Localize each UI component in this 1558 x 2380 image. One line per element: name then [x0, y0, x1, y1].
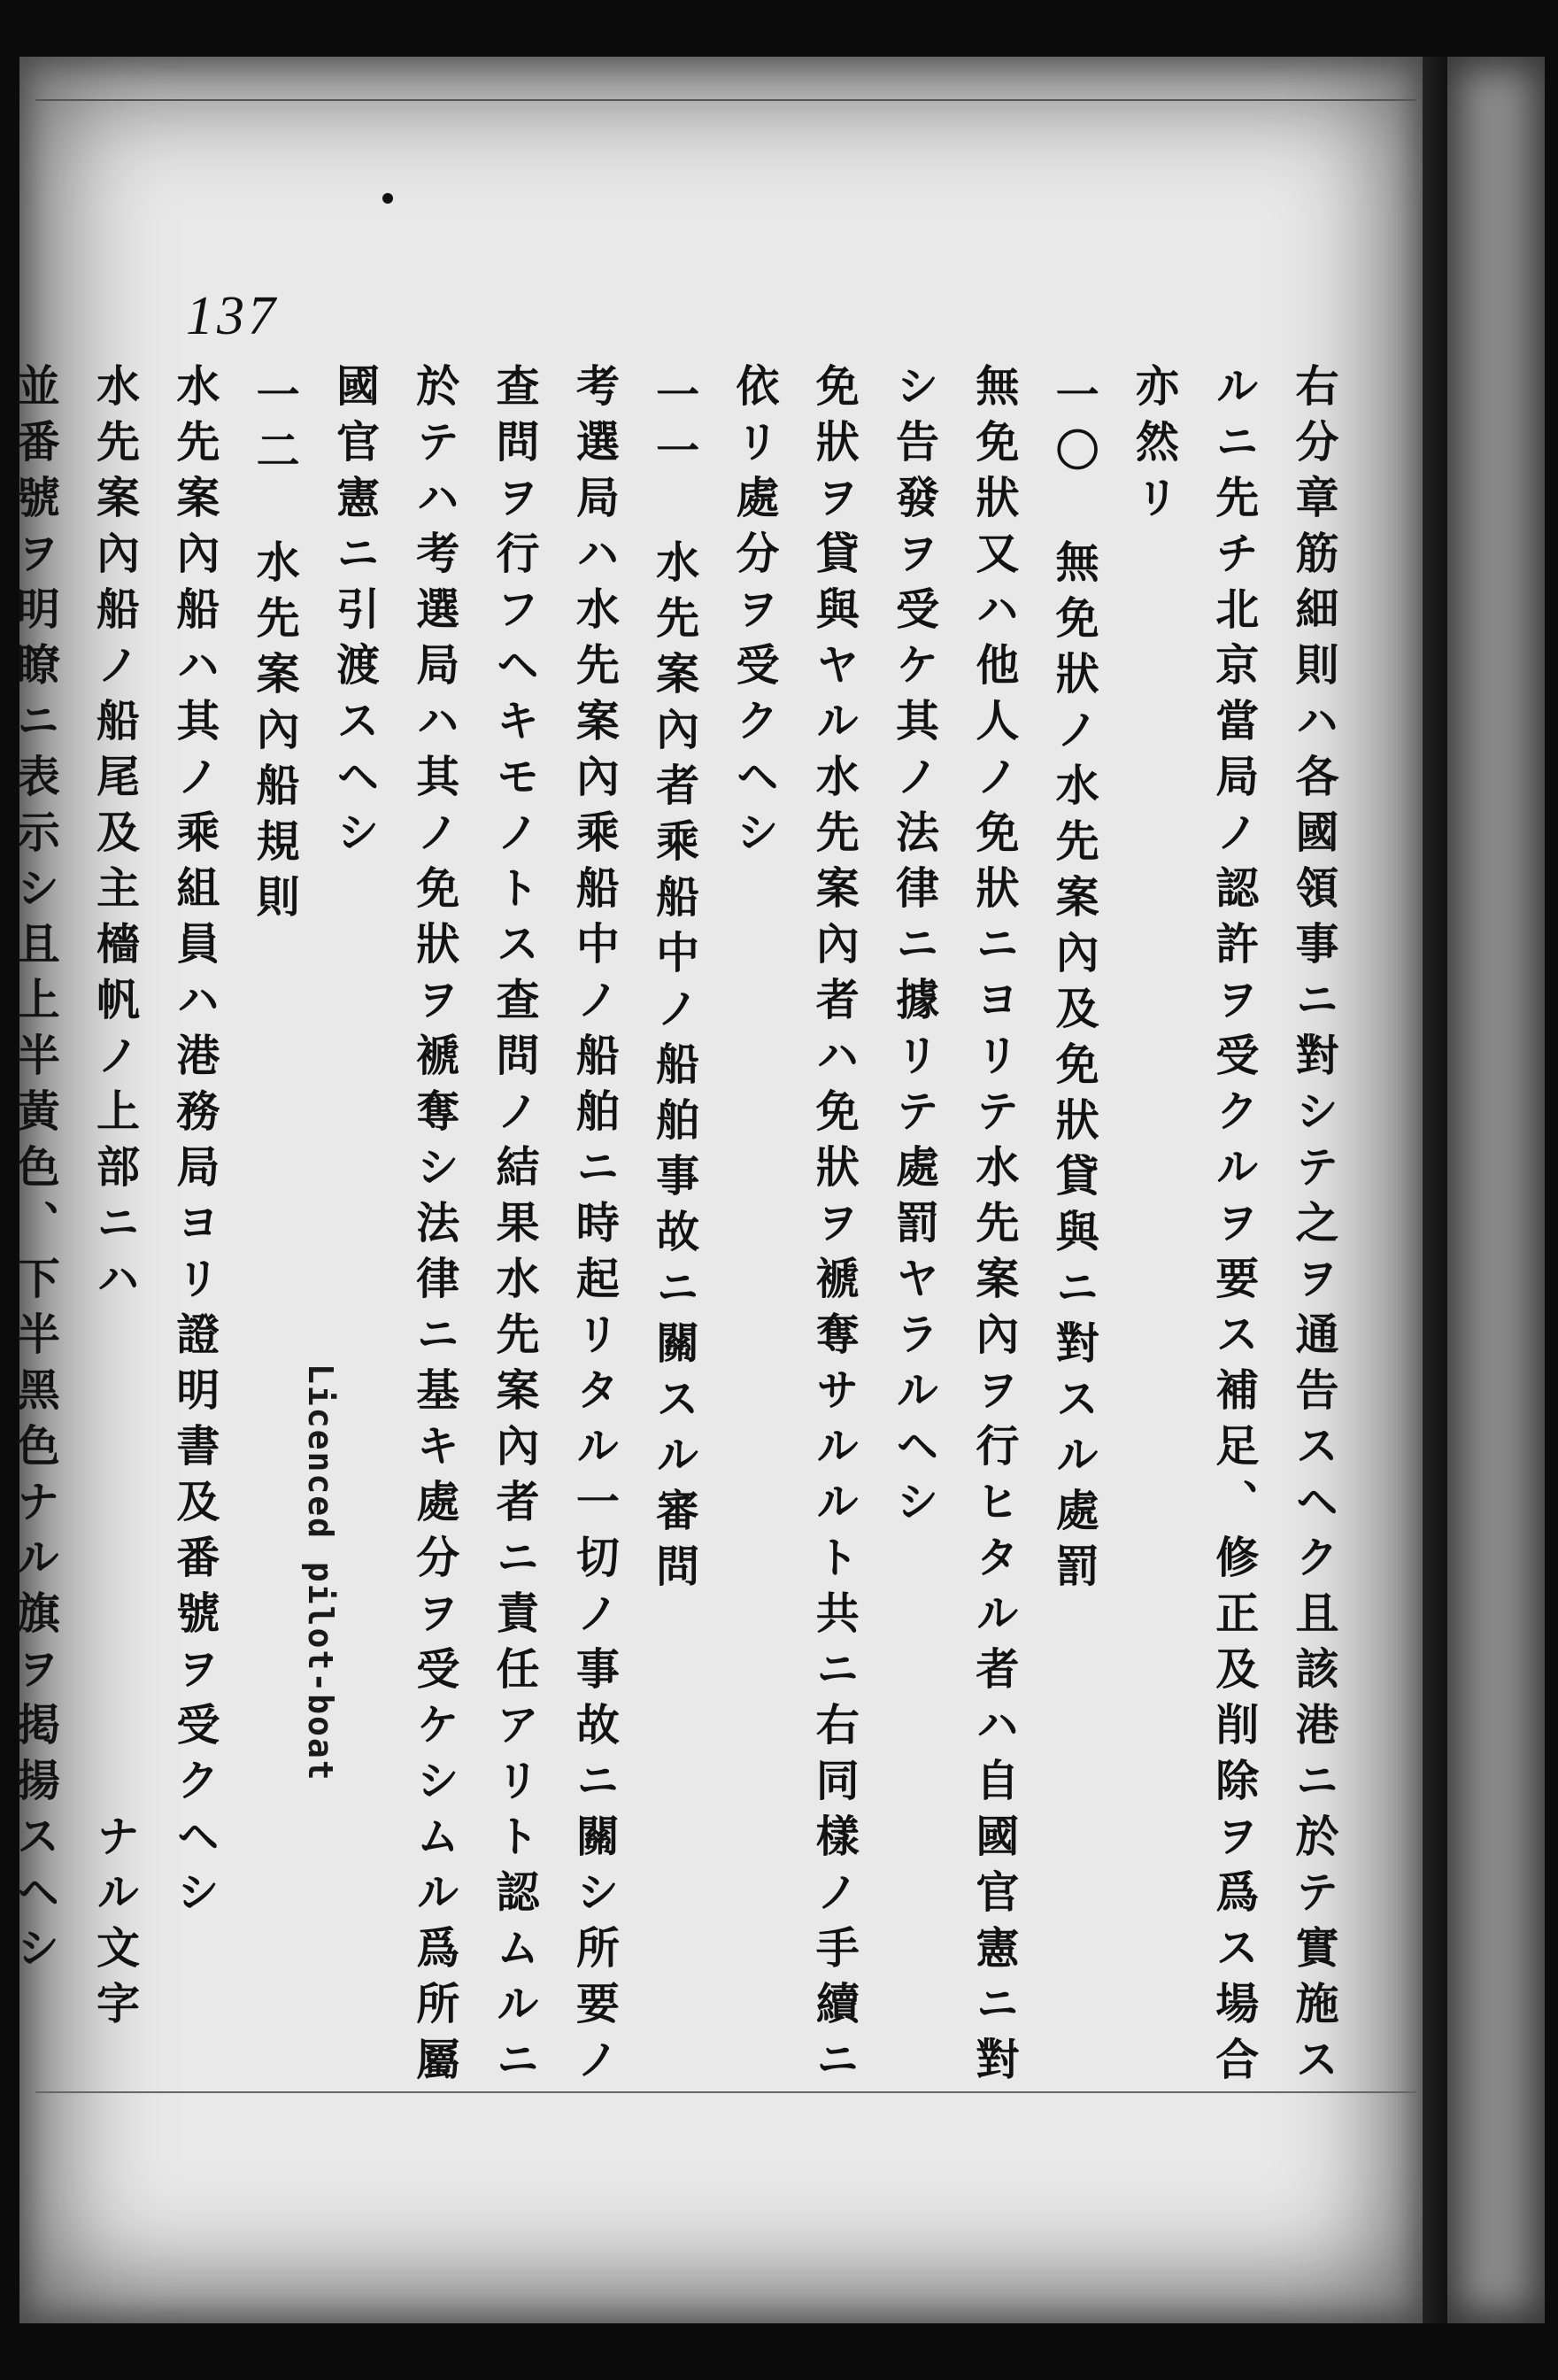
- text-column: 並番號ヲ明瞭ニ表示シ且上半黃色、下半黑色ナル旗ヲ掲揚スヘシ: [10, 363, 62, 1981]
- top-rule: [35, 99, 1416, 101]
- text-column: 查問ヲ行フヘキモノトス查問ノ結果水先案內者ニ責任アリト認ムルニ: [490, 363, 542, 2092]
- text-column: 依リ處分ヲ受クヘシ: [729, 363, 781, 865]
- text-column: ルニ先チ北京當局ノ認許ヲ受クルヲ要ス補足、修正及削除ヲ爲ス場合: [1208, 363, 1261, 2092]
- text-column: 亦然リ: [1129, 363, 1181, 530]
- text-column: 考選局ハ水先案內乘船中ノ船舶ニ時起リタル一切ノ事故ニ關シ所要ノ: [569, 363, 621, 2092]
- text-column: 於テハ考選局ハ其ノ免狀ヲ褫奪シ法律ニ基キ處分ヲ受ケシムル爲所屬: [409, 363, 461, 2092]
- section-heading-11: 一一 水先案內者乘船中ノ船舶事故ニ關スル審問: [649, 372, 701, 1599]
- adjacent-page-strip: [1447, 57, 1545, 2323]
- section-heading-12: 一二 水先案內船規則: [250, 372, 302, 930]
- page-binding-edge: [1423, 57, 1447, 2323]
- ink-dot: [382, 193, 393, 204]
- text-column: 國官憲ニ引渡スヘシ: [329, 363, 382, 865]
- vertical-text-body: [0, 363, 1354, 2125]
- page-number: 137: [186, 286, 279, 346]
- text-column: 免狀ヲ貸與ヤル水先案內者ハ免狀ヲ褫奪サルルト共ニ右同樣ノ手續ニ: [809, 363, 861, 2092]
- text-column: 無免狀又ハ他人ノ免狀ニヨリテ水先案內ヲ行ヒタル者ハ自國官憲ニ對: [968, 363, 1021, 2092]
- text-column: 水先案內船ノ船尾及主檣帆ノ上部ニハ ナル文字: [89, 363, 142, 2036]
- text-column: 水先案內船ハ其ノ乘組員ハ港務局ヨリ證明書及番號ヲ受クヘシ: [169, 363, 221, 1925]
- section-heading-10: 一〇 無免狀ノ水先案內及免狀貸與ニ對スル處罰: [1049, 372, 1101, 1599]
- text-column: 右分章筋細則ハ各國領事ニ對シテ之ヲ通告スヘク且該港ニ於テ實施ス: [1289, 363, 1340, 2092]
- text-column: シ告發ヲ受ケ其ノ法律ニ據リテ處罰ヤラルヘシ: [889, 363, 941, 1534]
- english-overprint: Licenced pilot-boat: [301, 1364, 340, 1782]
